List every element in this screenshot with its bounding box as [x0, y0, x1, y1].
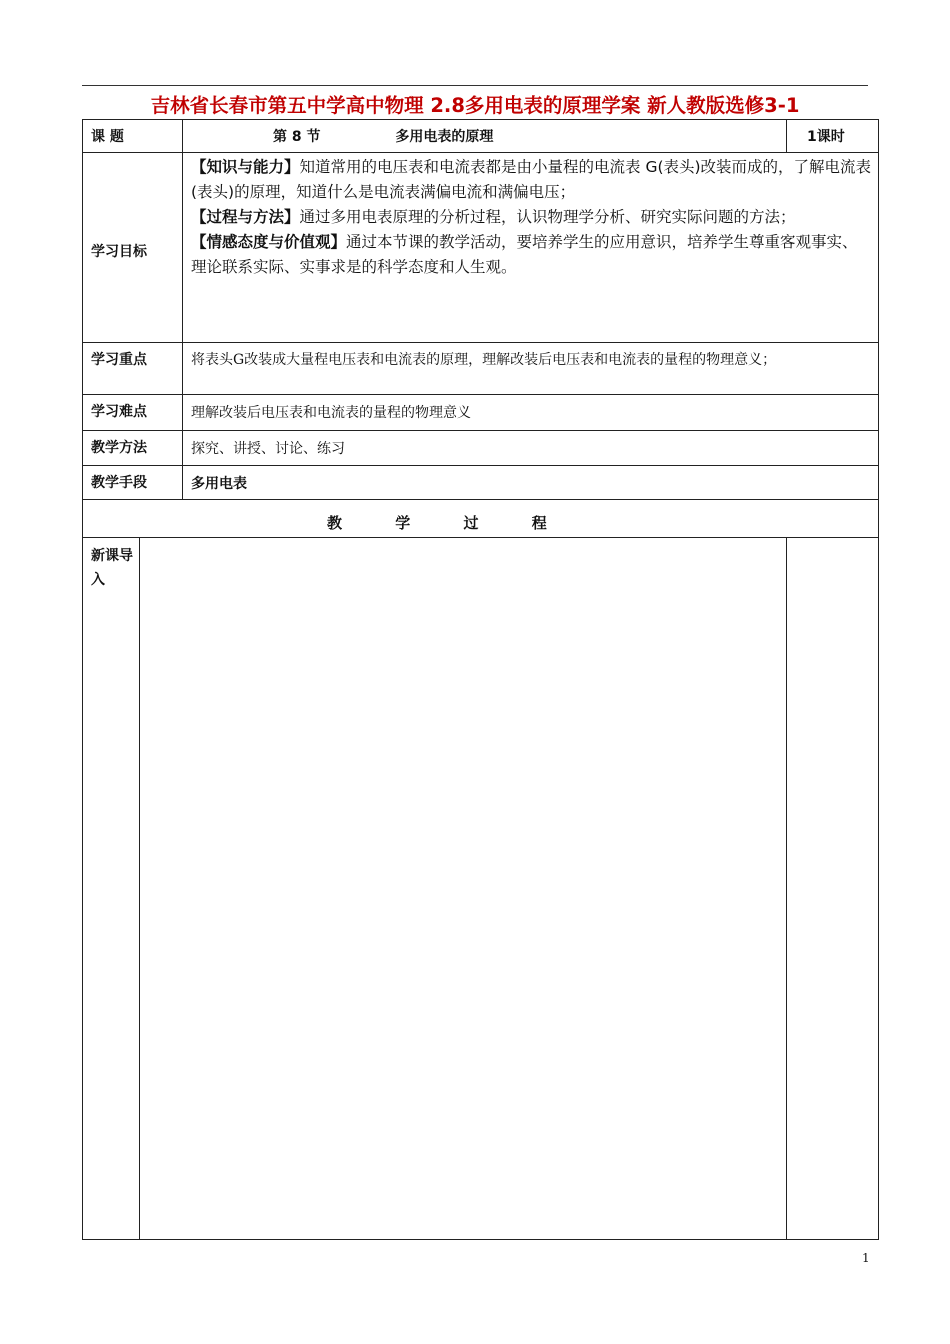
lesson-plan-table [82, 119, 879, 1240]
methods-label: 教学方法 [83, 431, 183, 466]
objective-process: 【过程与方法】通过多用电表原理的分析过程，认识物理学分析、研究实际问题的方法； [191, 208, 796, 226]
means-label: 教学手段 [83, 466, 183, 500]
objectives-content [183, 153, 879, 343]
objective-attitude: 【情感态度与价值观】通过本节课的教学活动，要培养学生的应用意识，培养学生尊重客观事实、理论联系实际、实事求是的科学态度和人生观。 [191, 233, 858, 276]
intro-content [140, 538, 787, 1240]
objectives-label: 学习目标 [83, 153, 183, 343]
objectives-row [83, 153, 879, 343]
topic-row [83, 120, 879, 153]
methods-row [83, 431, 879, 466]
page-number: 1 [862, 1251, 870, 1265]
methods-content: 探究、讲授、讨论、练习 [183, 431, 879, 466]
intro-notes [787, 538, 879, 1240]
difficulties-row [83, 395, 879, 431]
key-points-row [83, 343, 879, 395]
means-content: 多用电表 [183, 466, 879, 500]
key-points-label: 学习重点 [83, 343, 183, 395]
topic-name: 多用电表的原理 [395, 129, 494, 145]
means-row [83, 466, 879, 500]
duration-cell: 1课时 [787, 120, 879, 153]
header-rule [82, 85, 868, 86]
intro-label: 新课导入 [83, 538, 140, 1240]
intro-row [83, 538, 879, 1240]
process-title-row [83, 500, 879, 538]
process-title: 教 学 过 程 [83, 500, 879, 538]
difficulties-label: 学习难点 [83, 395, 183, 431]
topic-label: 课 题 [83, 120, 183, 153]
section-number: 第 8 节 [273, 129, 321, 145]
difficulties-content: 理解改装后电压表和电流表的量程的物理意义 [183, 395, 879, 431]
key-points-content: 将表头G改装成大量程电压表和电流表的原理，理解改装后电压表和电流表的量程的物理意义； [183, 343, 879, 395]
document-title: 吉林省长春市第五中学高中物理 2.8多用电表的原理学案 新人教版选修3-1 [150, 94, 800, 117]
objective-knowledge: 【知识与能力】知道常用的电压表和电流表都是由小量程的电流表 G(表头)改装而成的，了解电流表(表头)的原理，知道什么是电流表满偏电流和满偏电压； [191, 158, 872, 201]
topic-cell [183, 120, 787, 153]
